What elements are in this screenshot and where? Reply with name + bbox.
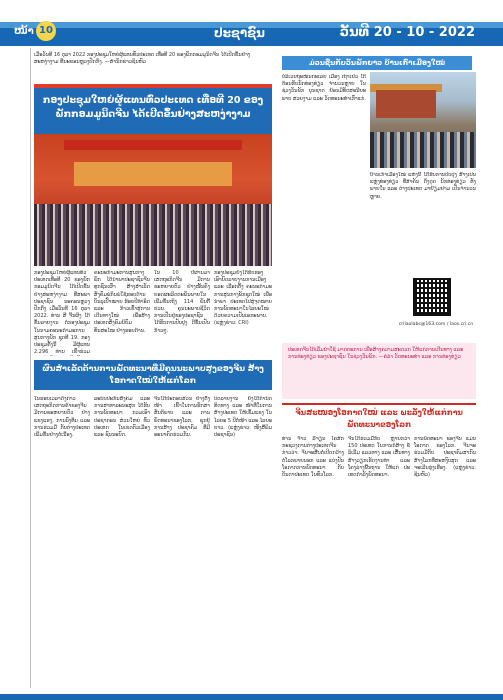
article-column-2: ຄະນະກໍາມະການສູນກາງພັກ ໄດ້ນໍາພາປະຊາຊົນຈີນທຸກຊົນເຜົ່າ ສ້າງສໍາເລັດສັງຄົມພໍກິນພໍໃຊ້ຮອບດ້ານ ບັນລຸເປົ້າໝາຍ ຮ້ອຍປີທໍາອິດ ແລະ ກ້າວເຂົ້າສູ່ການເດີນທາງໃໝ່ ເພື່ອສ້າງປະເທດສັງຄົມນິຍົມທັນສະໄໝ ຢ່າງຮອບດ້ານ. — [94, 270, 150, 334]
article-column-1: ກອງປະຊຸມໃຫຍ່ຜູ້ແທນທົ່ວປະເທດເທື່ອທີ 20 ຂອງພັກກອມມູນິດຈີນ ໄດ້ເປີດຂຶ້ນຢ່າງສະຫງ່າງາມ ທີ່ສະພາປະຊາຊົນ ນະຄອນຫຼວງປັກກິ່ງ ເມື່ອວັນທີ 16 ຕຸລາ 2022. ທ່ານ ສີ ຈິ້ນຜິງ ໄດ້ຂຶ້ນລາຍງານ ຕໍ່ກອງປະຊຸມໃນນາມຄະນະກໍາມະການສູນກາງພັກ ຊຸດທີ 19. ກອງປະຊຸມຄັ້ງນີ້ ມີຜູ້ແທນ 2.296 ທ່ານ ເຂົ້າຮ່ວມ — [34, 270, 90, 356]
main-headline: ກອງປະຊຸມໃຫຍ່ຜູ້ແທນທົ່ວປະເທດ ເທື່ອທີ 20 ຂອງພັກກອມມູນິດຈີນ ໄດ້ເປີດຂຶ້ນຢ່າງສະຫງ່າງາມ — [42, 95, 264, 120]
photo-delegates — [34, 204, 272, 266]
side-story-heading: ມ່ວນຊື່ນກັບວັນພັກຍາວ ບ້ານເກົ່າເມືອງໃໝ່ — [282, 56, 472, 70]
side-story-text-2: ບ້ານເກົ່າເມືອງໃໝ່ ແຫ່ງນີ້ ໄດ້ຮັບການປັບປຸງ ສ້າງເປັນແຫຼ່ງທ່ອງທ່ຽວ ທີ່ສໍາຄັນ ດຶງດູດ ນັກທ່ອງທ່ຽວ ທັງພາຍໃນ ແລະ ຕ່າງປະເທດ ມາຢ້ຽມຢາມ ເປັນຈໍານວນຫຼາຍ. — [370, 172, 476, 200]
second-headline-box — [34, 360, 272, 390]
photo-banner — [64, 140, 242, 150]
second-article-column-2: ລະບົບປະກັນສັງຄົມ ແລະ ການສາທາລະນະສຸກ ໄດ້ຮັບການພັດທະນາ ກວມເອົາປະຊາກອນ ສ່ວນໃຫຍ່ ທົ່ວປະເທດ ໃນເຂດຕົວເມືອງ ແລະ ຊົນນະບົດ. — [94, 396, 150, 439]
third-headline: ຈີນສະໜອງໂອກາດໃໝ່ ແລະ ພະລັງໃຫ້ແກ່ການພັດທະນາຂອງໂລກ — [295, 408, 463, 429]
qr-code[interactable] — [413, 278, 451, 316]
main-headline-box — [34, 84, 272, 134]
congress-hall-photo — [34, 134, 272, 266]
page-label: ໜ້າ — [14, 26, 34, 37]
headline-accent-bar — [34, 84, 272, 88]
second-article-column-1: ໃນຮອບເວລາດັ່ງກ່າວ ເສດຖະກິດການຄ້າຂອງຈີນ ມີການຂະຫຍາຍຕົວ ຢ່າງແຂງແຮງ, ການລົງທຶນ ແລະ ການຮ່ວມມື ກັບຕ່າງປະເທດ ເພີ່ມຂຶ້ນຢ່າງຕໍ່ເນື່ອງ. — [34, 396, 90, 439]
contact-info[interactable]: crilaolabs@163.com / laos.cri.cn — [398, 322, 474, 327]
third-article-column-2: ຈີນໄດ້ຮ່ວມມືກັບ ຫຼາຍກວ່າ 150 ປະເທດ ໃນການກໍ່ສ້າງ ຂໍ້ລິເລີ່ມ ແລວທາງ ແລະ ເສັ້ນທາງ ສ້າງວຽກເຮັດງານທໍາ ແລະ ໂຄງລ່າງພື້ນຖານ ໃຫ້ແກ່ ປະເທດກໍາລັງພັດທະນາ. — [348, 436, 410, 479]
intro-caption: ເມື່ອວັນທີ 16 ຕຸລາ 2022 ກອງປະຊຸມໃຫຍ່ຜູ້ແທນທົ່ວປະເທດ ເທື່ອທີ 20 ຂອງພັກກອມມູນິດຈີນ ໄດ້ເປີດຂຶ້ນຢ່າງສະຫງ່າງາມ ທີ່ນະຄອນຫຼວງປັກກິ່ງ. —ສໍານັກຂ່າວຊິນຫົວ — [34, 52, 251, 65]
photo-building — [376, 90, 436, 118]
masthead — [0, 0, 503, 44]
second-article-column-4: ບົດລາຍງານ ຍັງໄດ້ກໍານົດ ທິດທາງ ແລະ ໜ້າທີ່ໃນການ ສ້າງປະເທດ ໃຫ້ເຂັ້ມແຂງ ໃນໄລຍະ 5 ປີຕໍ່ໜ້າ ແລະ ໄລຍະຍາວ. (ແຫຼ່ງຂ່າວ: ໜັງສືພິມປະຊາຊົນ) — [214, 396, 272, 439]
newspaper-name: ປະຊາຊົນ — [214, 26, 265, 40]
old-town-photo — [370, 72, 476, 168]
page-rule — [30, 48, 31, 688]
third-article-column-3: ການພັດທະນາ ຂອງຈີນ ແມ່ນໂອກາດ ຂອງໂລກ. ຈີນຈະຮ່ວມມືກັບ ປະຊາຄົມສາກົນ ສ້າງໂລກທີ່ສະຫງົບສຸກ ແລະ ຈະເລີນຮຸ່ງເຮືອງ. (ແຫຼ່ງຂ່າວ: ຊິນຫົວ) — [414, 436, 476, 479]
issue-date: ວັນທີ 20 - 10 - 2022 — [339, 25, 475, 40]
second-article-column-3: ຈີນໄດ້ປະກອບສ່ວນ ຢ່າງຕັ້ງໜ້າ ເຂົ້າໃນການຮັກສາ ສັນຕິພາບ ແລະ ການພັດທະນາຂອງໂລກ, ຊຸກຍູ້ການສ້າງ ປະຊາຄົມ ທີ່ມີອະນາຄົດຮ່ວມກັນ. — [154, 396, 210, 439]
article-column-4: ກອງປະຊຸມຍັງໄດ້ຮັບຮອງ ເອົາບົດລາຍງານການເມືອງ ແລະ ເລືອກຕັ້ງ ຄະນະກໍາມະການສູນກາງພັກຊຸດໃໝ່ ເພື່ອນໍາພາ ປະເທດໄປສູ່ຈຸດໝາຍ ການພັດທະນາໃນໄລຍະໃໝ່ ດ້ວຍຄວາມເປັນເອກະພາບ. (ແຫຼ່ງຂ່າວ: CRI) — [214, 270, 272, 327]
footer-rule — [0, 694, 503, 700]
article-column-3: ໃນ 10 ປີຜ່ານມາ ເສດຖະກິດຈີນ ມີການຂະຫຍາຍຕົວ ຢ່າງໝັ້ນຄົງ ຍອດຜະລິດຕະພັນພາຍໃນ ເພີ່ມຂຶ້ນເຖິງ 114 ພັນຕື້ຢວນ. ຄຸນນະພາບຊີວິດ ການເປັນຢູ່ຂອງປະຊາຊົນ ໄດ້ຮັບການປັບປຸງ ດີຂຶ້ນເປັນກ້າວໆ. — [154, 270, 210, 334]
third-article-column-1: ທ່ານ ຈ້າວ ລີ່ຈຽນ ໂຄສົກກະຊວງການຕ່າງປະເທດຈີນ ກ່າວວ່າ: ຈີນຈະສືບຕໍ່ເປີດກວ້າງ ຕໍ່ໂລກພາຍນອກ ແລະ ແບ່ງປັນ ໂອກາດການພັດທະນາ ກັບບັນດາປະເທດ ໃນທົ່ວໂລກ. — [282, 436, 344, 479]
second-headline: ຜົນສໍາເລັດດ້ານການພັດທະນາທີ່ມີຄຸນນະພາບສູງຂອງຈີນ ສ້າງໂອກາດໃໝ່ໃຫ້ແກ່ໂລກ — [42, 364, 264, 385]
page-number-badge: 10 — [36, 21, 56, 41]
photo-tourists — [370, 132, 476, 168]
notice-box: ປະເທດຈີນໄດ້ເລີ່ມນໍາໃຊ້ ມາດຕະການ ເພື່ອສ້າງຄວາມສະດວກ ໃຫ້ແກ່ການເດີນທາງ ແລະ ການທ່ອງທ່ຽວ ຂອງປະຊາຊົນ ໃນຊ່ວງວັນພັກ. —ຄໍລໍາ ວັດທະນະທໍາ ແລະ ການທ່ອງທ່ຽວ — [282, 343, 476, 399]
side-story-text-1: ບໍລິເວນຖະໜົນກະເລຍ ເມືອງ ເຖົາເຢ່ວ ໄດ້ຕ້ອນຮັບນັກທ່ອງທ່ຽວ ຈໍານວນຫຼາຍ ໃນຊ່ວງວັນພັກ ບຸນຊາດ ຍ້ອນມີທັດສະນີຍະພາບ ສວຍງາມ ແລະ ວັດທະນະທໍາເກົ່າແກ່. — [282, 74, 366, 102]
photo-stage — [74, 162, 232, 186]
third-headline-box — [282, 403, 476, 431]
